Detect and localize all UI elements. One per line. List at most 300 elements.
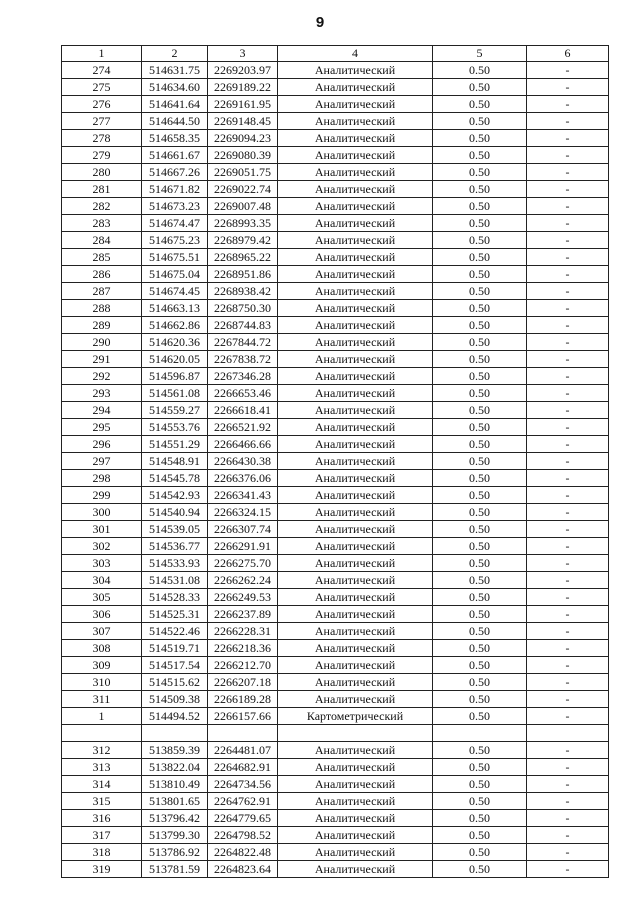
point-number-cell: 293 (62, 385, 142, 402)
accuracy-cell: 0.50 (433, 436, 527, 453)
coordinate-x-cell: 513796.42 (142, 810, 208, 827)
coordinate-x-cell: 514531.08 (142, 572, 208, 589)
coordinate-y-cell: 2268965.22 (208, 249, 278, 266)
determination-method-cell: Аналитический (278, 606, 433, 623)
coordinate-y-cell: 2269094.23 (208, 130, 278, 147)
accuracy-cell: 0.50 (433, 351, 527, 368)
point-number-cell: 305 (62, 589, 142, 606)
determination-method-cell: Аналитический (278, 572, 433, 589)
coordinate-y-cell: 2266521.92 (208, 419, 278, 436)
accuracy-cell: 0.50 (433, 300, 527, 317)
point-number-cell: 306 (62, 606, 142, 623)
determination-method-cell: Аналитический (278, 181, 433, 198)
coordinate-x-cell: 514675.04 (142, 266, 208, 283)
accuracy-cell: 0.50 (433, 776, 527, 793)
table-row (62, 351, 609, 368)
coordinate-y-cell: 2267844.72 (208, 334, 278, 351)
coordinate-x-cell: 514671.82 (142, 181, 208, 198)
coordinate-y-cell: 2264762.91 (208, 793, 278, 810)
coordinate-y-cell: 2268938.42 (208, 283, 278, 300)
accuracy-cell: 0.50 (433, 198, 527, 215)
coordinate-y-cell: 2266466.66 (208, 436, 278, 453)
determination-method-cell: Аналитический (278, 300, 433, 317)
note-cell: - (527, 470, 609, 487)
point-number-cell: 291 (62, 351, 142, 368)
coordinate-x-cell: 514536.77 (142, 538, 208, 555)
table-row (62, 300, 609, 317)
coordinate-y-cell: 2267838.72 (208, 351, 278, 368)
coordinate-x-cell: 513810.49 (142, 776, 208, 793)
table-row (62, 827, 609, 844)
table-row (62, 79, 609, 96)
accuracy-cell: 0.50 (433, 572, 527, 589)
coordinate-y-cell: 2266430.38 (208, 453, 278, 470)
coordinate-x-cell: 514551.29 (142, 436, 208, 453)
table-row (62, 623, 609, 640)
table-row (62, 317, 609, 334)
note-cell: - (527, 62, 609, 79)
table-row (62, 385, 609, 402)
coordinate-x-cell: 514515.62 (142, 674, 208, 691)
coordinate-x-cell: 514674.45 (142, 283, 208, 300)
determination-method-cell: Аналитический (278, 759, 433, 776)
accuracy-cell: 0.50 (433, 470, 527, 487)
note-cell: - (527, 810, 609, 827)
accuracy-cell: 0.50 (433, 538, 527, 555)
coordinate-x-cell: 514620.36 (142, 334, 208, 351)
coordinate-y-cell: 2269080.39 (208, 147, 278, 164)
table-row (62, 691, 609, 708)
determination-method-cell: Аналитический (278, 810, 433, 827)
determination-method-cell: Аналитический (278, 487, 433, 504)
note-cell: - (527, 79, 609, 96)
accuracy-cell: 0.50 (433, 623, 527, 640)
table-row (62, 844, 609, 861)
coordinate-y-cell: 2266341.43 (208, 487, 278, 504)
coordinate-y-cell: 2266207.18 (208, 674, 278, 691)
determination-method-cell: Аналитический (278, 470, 433, 487)
accuracy-cell: 0.50 (433, 232, 527, 249)
point-number-cell: 317 (62, 827, 142, 844)
point-number-cell: 280 (62, 164, 142, 181)
determination-method-cell: Аналитический (278, 198, 433, 215)
note-cell: - (527, 623, 609, 640)
point-number-cell: 314 (62, 776, 142, 793)
coordinate-y-cell: 2266618.41 (208, 402, 278, 419)
table-row (62, 266, 609, 283)
coordinate-x-cell (142, 725, 208, 742)
table-row (62, 742, 609, 759)
column-header: 6 (527, 46, 609, 62)
determination-method-cell: Аналитический (278, 368, 433, 385)
table-row (62, 708, 609, 725)
coordinate-y-cell: 2266212.70 (208, 657, 278, 674)
table-row (62, 215, 609, 232)
coordinate-x-cell: 514596.87 (142, 368, 208, 385)
coordinate-y-cell: 2266228.31 (208, 623, 278, 640)
point-number-cell: 312 (62, 742, 142, 759)
determination-method-cell: Аналитический (278, 419, 433, 436)
note-cell: - (527, 640, 609, 657)
accuracy-cell: 0.50 (433, 283, 527, 300)
coordinate-y-cell: 2264822.48 (208, 844, 278, 861)
coordinate-y-cell: 2269148.45 (208, 113, 278, 130)
coordinate-y-cell: 2264682.91 (208, 759, 278, 776)
note-cell: - (527, 861, 609, 878)
table-row (62, 113, 609, 130)
accuracy-cell: 0.50 (433, 691, 527, 708)
table-row (62, 759, 609, 776)
determination-method-cell: Аналитический (278, 793, 433, 810)
determination-method-cell: Аналитический (278, 776, 433, 793)
table-row (62, 606, 609, 623)
coordinate-x-cell: 514522.46 (142, 623, 208, 640)
determination-method-cell: Аналитический (278, 215, 433, 232)
accuracy-cell: 0.50 (433, 810, 527, 827)
table-row (62, 725, 609, 742)
coordinate-x-cell: 514667.26 (142, 164, 208, 181)
table-row (62, 198, 609, 215)
determination-method-cell: Аналитический (278, 436, 433, 453)
note-cell: - (527, 351, 609, 368)
table-row (62, 657, 609, 674)
note-cell: - (527, 555, 609, 572)
table-row (62, 334, 609, 351)
table-row (62, 861, 609, 878)
point-number-cell: 304 (62, 572, 142, 589)
accuracy-cell: 0.50 (433, 640, 527, 657)
coordinate-x-cell: 514494.52 (142, 708, 208, 725)
table-row (62, 164, 609, 181)
note-cell: - (527, 487, 609, 504)
determination-method-cell: Аналитический (278, 504, 433, 521)
column-header: 1 (62, 46, 142, 62)
determination-method-cell: Аналитический (278, 453, 433, 470)
determination-method-cell: Аналитический (278, 113, 433, 130)
accuracy-cell: 0.50 (433, 861, 527, 878)
point-number-cell: 294 (62, 402, 142, 419)
accuracy-cell: 0.50 (433, 147, 527, 164)
coordinate-y-cell: 2266189.28 (208, 691, 278, 708)
accuracy-cell: 0.50 (433, 130, 527, 147)
coordinate-x-cell: 514519.71 (142, 640, 208, 657)
coordinate-x-cell: 514658.35 (142, 130, 208, 147)
determination-method-cell: Аналитический (278, 147, 433, 164)
coordinate-y-cell: 2268750.30 (208, 300, 278, 317)
point-number-cell: 283 (62, 215, 142, 232)
determination-method-cell: Аналитический (278, 317, 433, 334)
accuracy-cell: 0.50 (433, 385, 527, 402)
coordinate-y-cell: 2268993.35 (208, 215, 278, 232)
note-cell: - (527, 283, 609, 300)
note-cell: - (527, 232, 609, 249)
table-row (62, 368, 609, 385)
note-cell: - (527, 215, 609, 232)
coordinate-y-cell: 2266237.89 (208, 606, 278, 623)
point-number-cell: 315 (62, 793, 142, 810)
coordinate-y-cell: 2264734.56 (208, 776, 278, 793)
accuracy-cell: 0.50 (433, 249, 527, 266)
note-cell: - (527, 266, 609, 283)
coordinate-y-cell: 2266249.53 (208, 589, 278, 606)
coordinate-y-cell: 2268951.86 (208, 266, 278, 283)
coordinate-x-cell: 514631.75 (142, 62, 208, 79)
point-number-cell: 302 (62, 538, 142, 555)
coordinate-x-cell: 513799.30 (142, 827, 208, 844)
coordinate-y-cell: 2264823.64 (208, 861, 278, 878)
coordinate-x-cell: 514540.94 (142, 504, 208, 521)
coordinate-y-cell: 2269189.22 (208, 79, 278, 96)
coordinate-y-cell: 2264779.65 (208, 810, 278, 827)
accuracy-cell: 0.50 (433, 674, 527, 691)
note-cell: - (527, 691, 609, 708)
accuracy-cell: 0.50 (433, 555, 527, 572)
note-cell: - (527, 793, 609, 810)
coordinate-y-cell: 2266291.91 (208, 538, 278, 555)
coordinate-x-cell: 514674.47 (142, 215, 208, 232)
table-row (62, 572, 609, 589)
note-cell: - (527, 402, 609, 419)
determination-method-cell: Аналитический (278, 266, 433, 283)
accuracy-cell: 0.50 (433, 487, 527, 504)
accuracy-cell: 0.50 (433, 844, 527, 861)
table-row (62, 147, 609, 164)
note-cell: - (527, 147, 609, 164)
point-number-cell: 298 (62, 470, 142, 487)
table-row (62, 538, 609, 555)
point-number-cell: 303 (62, 555, 142, 572)
table-row (62, 96, 609, 113)
point-number-cell (62, 725, 142, 742)
table-row (62, 232, 609, 249)
note-cell: - (527, 96, 609, 113)
accuracy-cell: 0.50 (433, 419, 527, 436)
determination-method-cell: Аналитический (278, 691, 433, 708)
point-number-cell: 1 (62, 708, 142, 725)
note-cell: - (527, 708, 609, 725)
point-number-cell: 276 (62, 96, 142, 113)
coordinate-y-cell: 2269051.75 (208, 164, 278, 181)
coordinate-x-cell: 514661.67 (142, 147, 208, 164)
accuracy-cell: 0.50 (433, 96, 527, 113)
accuracy-cell: 0.50 (433, 827, 527, 844)
table-row (62, 419, 609, 436)
point-number-cell: 319 (62, 861, 142, 878)
coordinate-x-cell: 514644.50 (142, 113, 208, 130)
accuracy-cell: 0.50 (433, 504, 527, 521)
coordinate-x-cell: 513786.92 (142, 844, 208, 861)
coordinate-y-cell: 2268744.83 (208, 317, 278, 334)
accuracy-cell: 0.50 (433, 606, 527, 623)
coordinate-y-cell: 2268979.42 (208, 232, 278, 249)
point-number-cell: 292 (62, 368, 142, 385)
coordinate-x-cell: 514553.76 (142, 419, 208, 436)
coordinate-x-cell: 514663.13 (142, 300, 208, 317)
note-cell: - (527, 657, 609, 674)
note-cell: - (527, 742, 609, 759)
point-number-cell: 299 (62, 487, 142, 504)
coordinate-x-cell: 514662.86 (142, 317, 208, 334)
coordinate-y-cell: 2269161.95 (208, 96, 278, 113)
point-number-cell: 296 (62, 436, 142, 453)
point-number-cell: 309 (62, 657, 142, 674)
point-number-cell: 313 (62, 759, 142, 776)
accuracy-cell: 0.50 (433, 215, 527, 232)
table-row (62, 436, 609, 453)
point-number-cell: 284 (62, 232, 142, 249)
accuracy-cell: 0.50 (433, 334, 527, 351)
table-row (62, 130, 609, 147)
point-number-cell: 286 (62, 266, 142, 283)
accuracy-cell: 0.50 (433, 742, 527, 759)
determination-method-cell: Аналитический (278, 385, 433, 402)
coordinate-x-cell: 514545.78 (142, 470, 208, 487)
table-row (62, 181, 609, 198)
note-cell: - (527, 606, 609, 623)
note-cell: - (527, 453, 609, 470)
note-cell: - (527, 317, 609, 334)
note-cell: - (527, 827, 609, 844)
coordinate-y-cell: 2269022.74 (208, 181, 278, 198)
determination-method-cell: Картометрический (278, 708, 433, 725)
coordinate-x-cell: 514559.27 (142, 402, 208, 419)
point-number-cell: 282 (62, 198, 142, 215)
note-cell: - (527, 164, 609, 181)
determination-method-cell: Аналитический (278, 538, 433, 555)
coordinate-x-cell: 514548.91 (142, 453, 208, 470)
accuracy-cell: 0.50 (433, 402, 527, 419)
coordinate-x-cell: 514539.05 (142, 521, 208, 538)
determination-method-cell: Аналитический (278, 79, 433, 96)
table-row (62, 793, 609, 810)
note-cell: - (527, 249, 609, 266)
column-header: 4 (278, 46, 433, 62)
coordinate-y-cell: 2266324.15 (208, 504, 278, 521)
table-row (62, 674, 609, 691)
determination-method-cell: Аналитический (278, 742, 433, 759)
point-number-cell: 279 (62, 147, 142, 164)
table-row (62, 62, 609, 79)
note-cell: - (527, 300, 609, 317)
determination-method-cell: Аналитический (278, 844, 433, 861)
column-header: 3 (208, 46, 278, 62)
accuracy-cell: 0.50 (433, 113, 527, 130)
determination-method-cell: Аналитический (278, 351, 433, 368)
point-number-cell: 290 (62, 334, 142, 351)
determination-method-cell: Аналитический (278, 640, 433, 657)
accuracy-cell: 0.50 (433, 317, 527, 334)
table-header-row (62, 46, 609, 62)
point-number-cell: 311 (62, 691, 142, 708)
coordinate-y-cell: 2266157.66 (208, 708, 278, 725)
table-row (62, 776, 609, 793)
note-cell: - (527, 436, 609, 453)
note-cell: - (527, 589, 609, 606)
coordinate-y-cell: 2267346.28 (208, 368, 278, 385)
table-row (62, 640, 609, 657)
determination-method-cell: Аналитический (278, 402, 433, 419)
coordinate-x-cell: 513781.59 (142, 861, 208, 878)
table-row (62, 249, 609, 266)
accuracy-cell: 0.50 (433, 453, 527, 470)
note-cell: - (527, 419, 609, 436)
coordinate-x-cell: 513822.04 (142, 759, 208, 776)
coordinate-y-cell: 2269203.97 (208, 62, 278, 79)
coordinate-y-cell: 2266307.74 (208, 521, 278, 538)
determination-method-cell: Аналитический (278, 232, 433, 249)
point-number-cell: 316 (62, 810, 142, 827)
coordinate-x-cell: 514517.54 (142, 657, 208, 674)
point-number-cell: 297 (62, 453, 142, 470)
determination-method-cell: Аналитический (278, 623, 433, 640)
coordinates-table (61, 45, 609, 878)
point-number-cell: 310 (62, 674, 142, 691)
note-cell: - (527, 504, 609, 521)
table-row (62, 589, 609, 606)
accuracy-cell (433, 725, 527, 742)
note-cell: - (527, 776, 609, 793)
determination-method-cell: Аналитический (278, 62, 433, 79)
accuracy-cell: 0.50 (433, 708, 527, 725)
coordinate-y-cell: 2266262.24 (208, 572, 278, 589)
determination-method-cell: Аналитический (278, 861, 433, 878)
point-number-cell: 277 (62, 113, 142, 130)
column-header: 2 (142, 46, 208, 62)
determination-method-cell (278, 725, 433, 742)
accuracy-cell: 0.50 (433, 164, 527, 181)
determination-method-cell: Аналитический (278, 827, 433, 844)
determination-method-cell: Аналитический (278, 334, 433, 351)
accuracy-cell: 0.50 (433, 657, 527, 674)
note-cell: - (527, 368, 609, 385)
determination-method-cell: Аналитический (278, 657, 433, 674)
determination-method-cell: Аналитический (278, 555, 433, 572)
coordinate-x-cell: 514634.60 (142, 79, 208, 96)
note-cell: - (527, 521, 609, 538)
coordinate-x-cell: 514525.31 (142, 606, 208, 623)
point-number-cell: 285 (62, 249, 142, 266)
coordinate-y-cell: 2266653.46 (208, 385, 278, 402)
coordinate-x-cell: 513801.65 (142, 793, 208, 810)
table-row (62, 470, 609, 487)
coordinate-x-cell: 514528.33 (142, 589, 208, 606)
accuracy-cell: 0.50 (433, 589, 527, 606)
determination-method-cell: Аналитический (278, 674, 433, 691)
coordinate-x-cell: 513859.39 (142, 742, 208, 759)
table-row (62, 453, 609, 470)
accuracy-cell: 0.50 (433, 521, 527, 538)
coordinate-x-cell: 514675.23 (142, 232, 208, 249)
coordinate-y-cell (208, 725, 278, 742)
coordinate-x-cell: 514561.08 (142, 385, 208, 402)
coordinate-x-cell: 514509.38 (142, 691, 208, 708)
note-cell (527, 725, 609, 742)
note-cell: - (527, 130, 609, 147)
coordinate-y-cell: 2266218.36 (208, 640, 278, 657)
page-number: 9 (315, 14, 325, 31)
point-number-cell: 274 (62, 62, 142, 79)
determination-method-cell: Аналитический (278, 96, 433, 113)
point-number-cell: 275 (62, 79, 142, 96)
accuracy-cell: 0.50 (433, 368, 527, 385)
coordinate-y-cell: 2264481.07 (208, 742, 278, 759)
coordinate-y-cell: 2266275.70 (208, 555, 278, 572)
accuracy-cell: 0.50 (433, 62, 527, 79)
column-header: 5 (433, 46, 527, 62)
table-row (62, 487, 609, 504)
determination-method-cell: Аналитический (278, 164, 433, 181)
coordinate-x-cell: 514673.23 (142, 198, 208, 215)
